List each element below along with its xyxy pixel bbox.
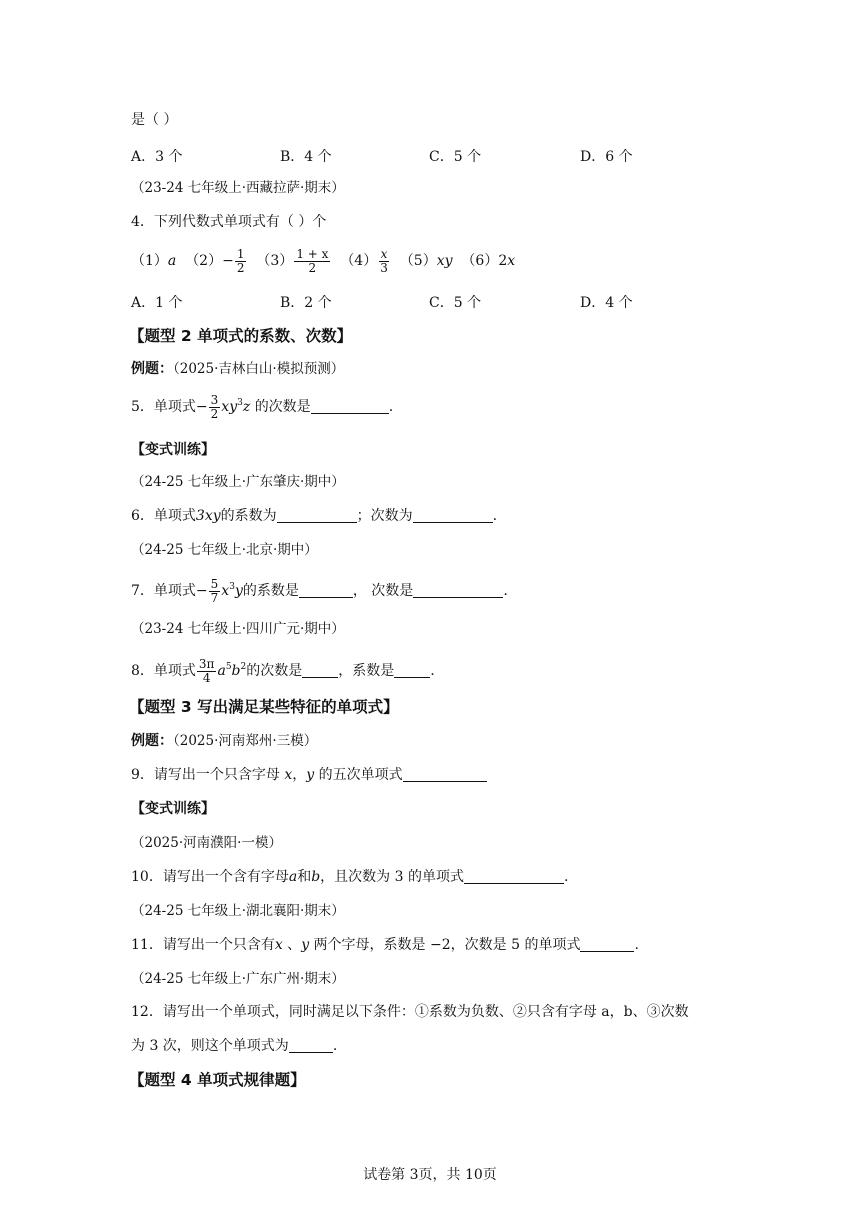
q5-sign: − (195, 399, 208, 415)
q7-mid1: 的系数是 (242, 583, 299, 599)
q5-fraction (209, 394, 221, 421)
q10-post: ，且次数为 3 的单项式 (320, 869, 464, 885)
q10-var-b: b (311, 869, 321, 885)
q8-mid1: 的次数是 (246, 663, 303, 679)
q12-source: （24-25 七年级上·广东广州·期末） (131, 971, 345, 987)
q10-source: （2025·河南濮阳·一模） (131, 835, 282, 851)
q4-item-2-num: 1 (236, 246, 245, 261)
q4-item-4-fraction (378, 248, 390, 275)
q5-num: 3 (210, 392, 219, 407)
q3-stem-tail: 是（ ） (131, 112, 178, 128)
q9-answer-blank[interactable] (403, 767, 487, 782)
q7-base2: y (234, 583, 243, 599)
q8-fraction (197, 658, 217, 685)
q6-answer-blank-1[interactable] (277, 508, 357, 523)
q4-source: （23-24 七年级上·西藏拉萨·期末） (131, 180, 345, 196)
type3-example-line (131, 731, 317, 751)
q7-source: （24-25 七年级上·北京·期中） (131, 542, 318, 558)
q8-mid2: ，系数是 (338, 663, 395, 679)
type2-example-line (131, 359, 344, 379)
q5-pre: 5．单项式 (131, 399, 196, 415)
q6-mid2: ；次数为 (356, 508, 413, 524)
q7-answer-blank-2[interactable] (413, 583, 503, 598)
q5-answer-blank[interactable] (311, 399, 389, 414)
q8-answer-blank-1[interactable] (302, 663, 338, 678)
q12-end: . (332, 1038, 338, 1054)
q4-item-2-fraction (235, 248, 247, 275)
q8-pre: 8．单项式 (131, 663, 196, 679)
q4-item-1-label: （1） (131, 253, 168, 269)
q12-line-1: 12．请写出一个单项式，同时满足以下条件：①系数为负数、②只含有字母 a，b、③次数 (131, 1004, 689, 1020)
q11-source: （24-25 七年级上·湖北襄阳·期末） (131, 903, 345, 919)
q4-option-d: D．4 个 (580, 295, 633, 311)
q5 (131, 386, 393, 424)
q11-end: . (634, 937, 639, 953)
q9-pre: 9．请写出一个只含字母 (131, 767, 285, 783)
q6-expr: 3xy (195, 508, 221, 524)
q6 (131, 506, 497, 526)
q4-stem: 4．下列代数式单项式有（ ）个 (131, 214, 327, 230)
q4-item-4-den: 3 (380, 260, 388, 275)
type4-heading: 【题型 4 单项式规律题】 (129, 1071, 306, 1089)
q4-option-a: A．1 个 (131, 295, 183, 311)
q9-var-x: x (284, 767, 293, 783)
q11-answer-blank[interactable] (580, 937, 634, 952)
q4-item-2-den: 2 (236, 260, 245, 275)
q4-item-4-label: （4） (340, 253, 378, 269)
q4-item-6-coef: 2 (498, 253, 508, 269)
q3-option-b: B．4 个 (280, 149, 332, 165)
q6-source: （24-25 七年级上·广东肇庆·期中） (131, 474, 345, 490)
type2-example-label: 例题： (131, 361, 173, 377)
type2-heading: 【题型 2 单项式的系数、次数】 (129, 327, 353, 345)
q12-line-2 (131, 1036, 337, 1056)
q4-item-5-label: （5） (399, 253, 437, 269)
q5-base1: xy (221, 399, 238, 415)
q4-expression-list (131, 246, 515, 276)
q10 (131, 867, 568, 887)
q9-sep: ， (292, 767, 307, 783)
q4-item-1-var: a (167, 253, 177, 269)
q8-base2: b (231, 663, 241, 679)
q11-var-x: x (274, 937, 283, 953)
q4-item-3-den: 2 (308, 260, 317, 275)
q8-source: （23-24 七年级上·四川广元·期中） (131, 621, 345, 637)
q3-option-c: C．5 个 (429, 149, 482, 165)
q8-exp1: 5 (225, 662, 232, 672)
q4-item-2-label: （2） (185, 253, 223, 269)
q8-den: 4 (202, 670, 211, 685)
q3-option-a: A．3 个 (131, 149, 183, 165)
type3-variant-label: 【变式训练】 (131, 801, 215, 817)
q11-pre: 11．请写出一个只含有 (131, 937, 275, 953)
q6-answer-blank-2[interactable] (413, 508, 493, 523)
q4-item-2-sign: − (222, 253, 234, 269)
q4-item-6-label: （6） (461, 253, 499, 269)
q9 (131, 765, 487, 785)
q10-and: 和 (297, 869, 312, 885)
q10-answer-blank[interactable] (464, 869, 564, 884)
q4-item-3-label: （3） (256, 253, 294, 269)
q4-option-b: B．2 个 (280, 295, 332, 311)
q7-pre: 7．单项式 (131, 583, 196, 599)
q6-pre: 6．单项式 (131, 508, 196, 524)
type3-example-label: 例题： (131, 733, 173, 749)
q10-end: . (563, 869, 569, 885)
q6-mid1: 的系数为 (220, 508, 277, 524)
q9-post: 的五次单项式 (314, 767, 403, 783)
q7-den: 7 (210, 590, 219, 605)
q7-exp1: 3 (229, 582, 235, 592)
q7-sign: − (195, 583, 208, 599)
q7 (131, 568, 508, 610)
q11-post: 两个字母，系数是 −2，次数是 5 的单项式 (309, 937, 581, 953)
q5-base2: z (242, 399, 251, 415)
q8-exp2: 2 (240, 662, 247, 672)
q8-base1: a (217, 663, 226, 679)
q8 (131, 648, 435, 690)
q5-exp1: 3 (237, 398, 243, 408)
q8-num: 3π (198, 656, 215, 671)
q8-end: . (430, 663, 435, 679)
q7-answer-blank-1[interactable] (299, 583, 353, 598)
q10-var-a: a (288, 869, 298, 885)
q7-num: 5 (210, 576, 219, 591)
type2-variant-label: 【变式训练】 (131, 442, 215, 458)
q7-fraction (209, 578, 221, 605)
q5-end: . (388, 399, 394, 415)
q9-var-y: y (306, 767, 315, 783)
q11-sep: 、 (282, 937, 302, 953)
q3-option-d: D．6 个 (580, 149, 633, 165)
q12-answer-blank[interactable] (289, 1038, 333, 1053)
q8-answer-blank-2[interactable] (394, 663, 430, 678)
q4-item-3-fraction (294, 248, 330, 275)
q4-item-5-expr: xy (436, 253, 453, 269)
q12-line-2-text: 为 3 次，则这个单项式为 (131, 1038, 289, 1054)
q10-pre: 10．请写出一个含有字母 (131, 869, 289, 885)
q7-mid2: ， 次数是 (352, 583, 414, 599)
q11-var-y: y (301, 937, 310, 953)
type3-example-source: （2025·河南郑州·三模） (173, 733, 318, 749)
q5-den: 2 (210, 406, 219, 421)
q4-item-6-var: x (507, 253, 516, 269)
page-footer: 试卷第 3页，共 10页 (363, 1167, 497, 1183)
q7-end: . (503, 583, 508, 599)
q5-post: 的次数是 (254, 399, 311, 415)
q11 (131, 935, 639, 955)
q4-item-4-num: x (380, 246, 388, 261)
q7-base1: x (221, 583, 230, 599)
q4-item-3-num: 1 + x (296, 246, 329, 261)
q4-option-c: C．5 个 (429, 295, 482, 311)
type2-example-source: （2025·吉林白山·模拟预测） (173, 361, 345, 377)
type3-heading: 【题型 3 写出满足某些特征的单项式】 (129, 698, 399, 716)
q6-end: . (492, 508, 498, 524)
